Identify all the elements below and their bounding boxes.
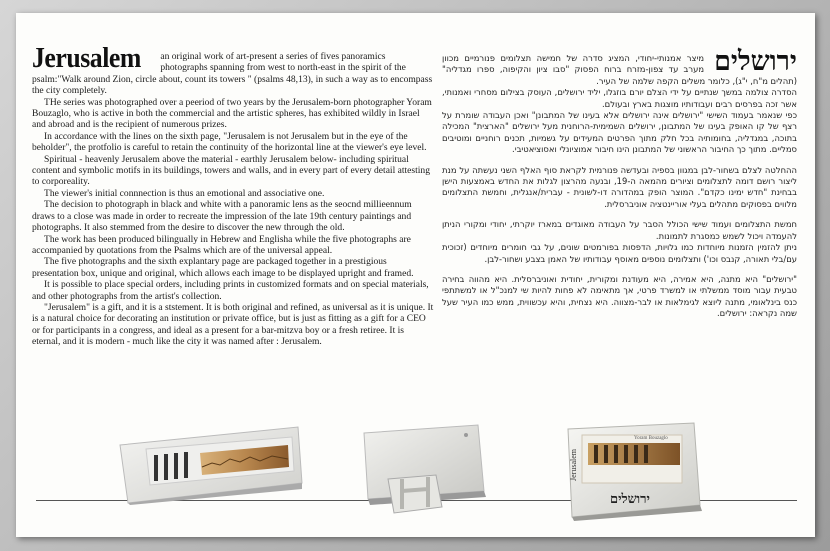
english-paragraph-3: In accordance with the lines on the sixth page, "Jerusalem is not Jerusalem but in the eye of the beholder", the protfolio is careful to retain the continuity of the horizontal line at the viewer's eye level. <box>32 130 427 154</box>
box-label-english: Jerusalem <box>569 449 578 481</box>
english-paragraph-2: THe series was photographed over a peeriod of two years by the Jerusalem-born photographer Yoram Bouzaglo, who is active in both the commercial and the artistic spheres, has exhibited wildly in Israel and abroad and is the recipient of numerous prizes. <box>32 96 432 131</box>
hebrew-paragraph-6: ניתן להזמין הזמנות מיוחדות כמו גלויות, הדפסות בפורמטים שונים, על גבי חומרים מיוחדים (זכוכית עם/בלי תאורה, קנבס וכו') ותצלומים נוספים מאוסף עבודותיו של האמן בצבע ושחור-לבן. <box>442 242 797 264</box>
hebrew-intro <box>442 46 797 87</box>
hebrew-paragraph-1: מיצר אמנותי-יחודי, המציג סדרה של חמישה תצלומים פנורמיים מכוון מערב עד צפון-מזרח ברוח הפסוק "סבו ציון והקיפוה, ספרו מגדליה" (תהלים מ"ח, י"ג), כלומר משלים הקפה שלמה של העיר. <box>442 53 797 86</box>
english-paragraph-6: The decision to photograph in black and white with a panoramic lens as the seocnd millieennum draws to a close was made in order to recreate the impression of the late 19th century paintings and photographs. It also stemmed from the desire to discover the new through the old. <box>32 199 412 234</box>
hebrew-paragraph-3: כפי שנאמר בעמוד השישי "ירושלים אינה ירושלים אלא בעינו של המתבונן" ואכן העבודה שומרת על רצף של קו האופק בעינו של המתבונן, ירושלים השמימית-הרוחנית מעל ירושלים "הארצית" המכילה בתוכה, במגדליה, בחומותיה בכל חלק מתוך הפרטים המעידים על גשמיות, תכנים רוחניים ומוטיבים סמליים. מתוך כך החיבור הראשוני של המתבונן הינו חיבור אמוציונלי ואסוציאטיבי. <box>442 110 797 155</box>
box-label-hebrew: ירושלים <box>610 492 650 507</box>
english-paragraph-8: The five photographs and the sixth explantary page are packaged together in a prestigious presentation box, unique and original, which allows each image to be displayed upright and framed. <box>32 256 414 279</box>
brochure-page <box>16 13 815 537</box>
english-paragraph-10: "Jerusalem" is a gift, and it is a ststement. It is both original and refined, as universal as it is unique. It is a natural choice for decorating an institution or private office, but is just as fitting as a gift for a CEO or for participants in a congress, and ideal as a present for a bar-mitzva boy or a fresh retiree. It is eternal, and it is modern - much like the city it was named after : Jerusalem. <box>32 301 434 348</box>
english-column <box>32 43 434 348</box>
hebrew-title: ירושלים <box>714 46 797 77</box>
english-paragraph-1: an original work of art-present a series of fives panoramics photographs spanning from west to north-east in the spirit of the psalm:"Walk around Zion, circle about, count its towers " (psalms 48,13), in such a way as to encompass the city completely. <box>32 51 433 97</box>
product-box-open-image <box>116 423 304 505</box>
english-paragraph-9: It is possible to place special orders, including prints in customized formats and on special materials, and other photographs from the artist's collection. <box>32 279 429 302</box>
english-intro <box>32 43 434 97</box>
hebrew-paragraph-5: חמשת התצלומים ועמוד שישי הכולל הסבר על העבודה מאוגדים במארז יוקרתי, יחודי ומקורי הניתן להעמדה ויכול לשמש כמסגרת לתמונות. <box>442 219 797 241</box>
hebrew-paragraph-2: הסדרה צולמה במשך שנתיים על ידי הצלם יורם בוזגלו, יליד ירושלים, העוסק בצילום מסחרי ואמנותי, אשר זכה בפרסים רבים ועבודותיו מוצגות בארץ ובעולם. <box>442 87 797 109</box>
english-title: Jerusalem <box>32 43 141 74</box>
hebrew-column <box>442 46 798 320</box>
english-paragraph-4: Spiritual - heavenly Jerusalem above the material - earthly Jerusalem below- including spiritual content and symbolic motifs in its buildings, towers and walls, and in every part of every detail attesting to corporeality. <box>32 153 430 188</box>
product-display-stand-image <box>358 421 492 516</box>
english-paragraph-7: The work has been produced bilingually in Hebrew and Englisha while the five photographs are accompanied by quotations from the Psalms which are of the universal appeal. <box>32 233 411 256</box>
hebrew-paragraph-4: ההחלטה לצלם בשחור-לבן במגוון בספיה ובעדשה פנורמית לקראת סוף האלף השני נעשתה על מנת ליצור רושם דומה לתצלומים וציורים מהמאה ה-19, ובנעה מהרצון לגלות את החדש באמצעות הישן בבחינת "חדש ימינו כקדם". המוצר הופק במהדורה דו-לשונית - עברית/אנגלית, וחמשת התצלומים מלווים בפסוקים מתהלים בעלי אוריינטציה אוניברסלית. <box>442 164 798 209</box>
product-box-closed-image <box>564 421 706 521</box>
english-paragraph-5: The viewer's initial connnection is thus an emotional and associative one. <box>44 187 325 199</box>
box-credit-text: Yoram Bouzaglo <box>634 436 668 441</box>
hebrew-paragraph-7: "ירושלים" היא מתנה, היא אמירה, היא מעודנת ומקורית, יחודית ואוניברסלית. היא מהווה בחירה טבעית עבור מוסד ממשלתי או למשרד פרטי, אך מתאימה לא פחות להיות שי למנכ"ל או למשתתפי כנס בינלאומי, מתנה ליוצא לגימלאות או לבר-מצווה. היא נצחית, והיא עכשווית, ממש כמו העיר שעל שמה נקראה: ירושלים. <box>442 273 797 319</box>
